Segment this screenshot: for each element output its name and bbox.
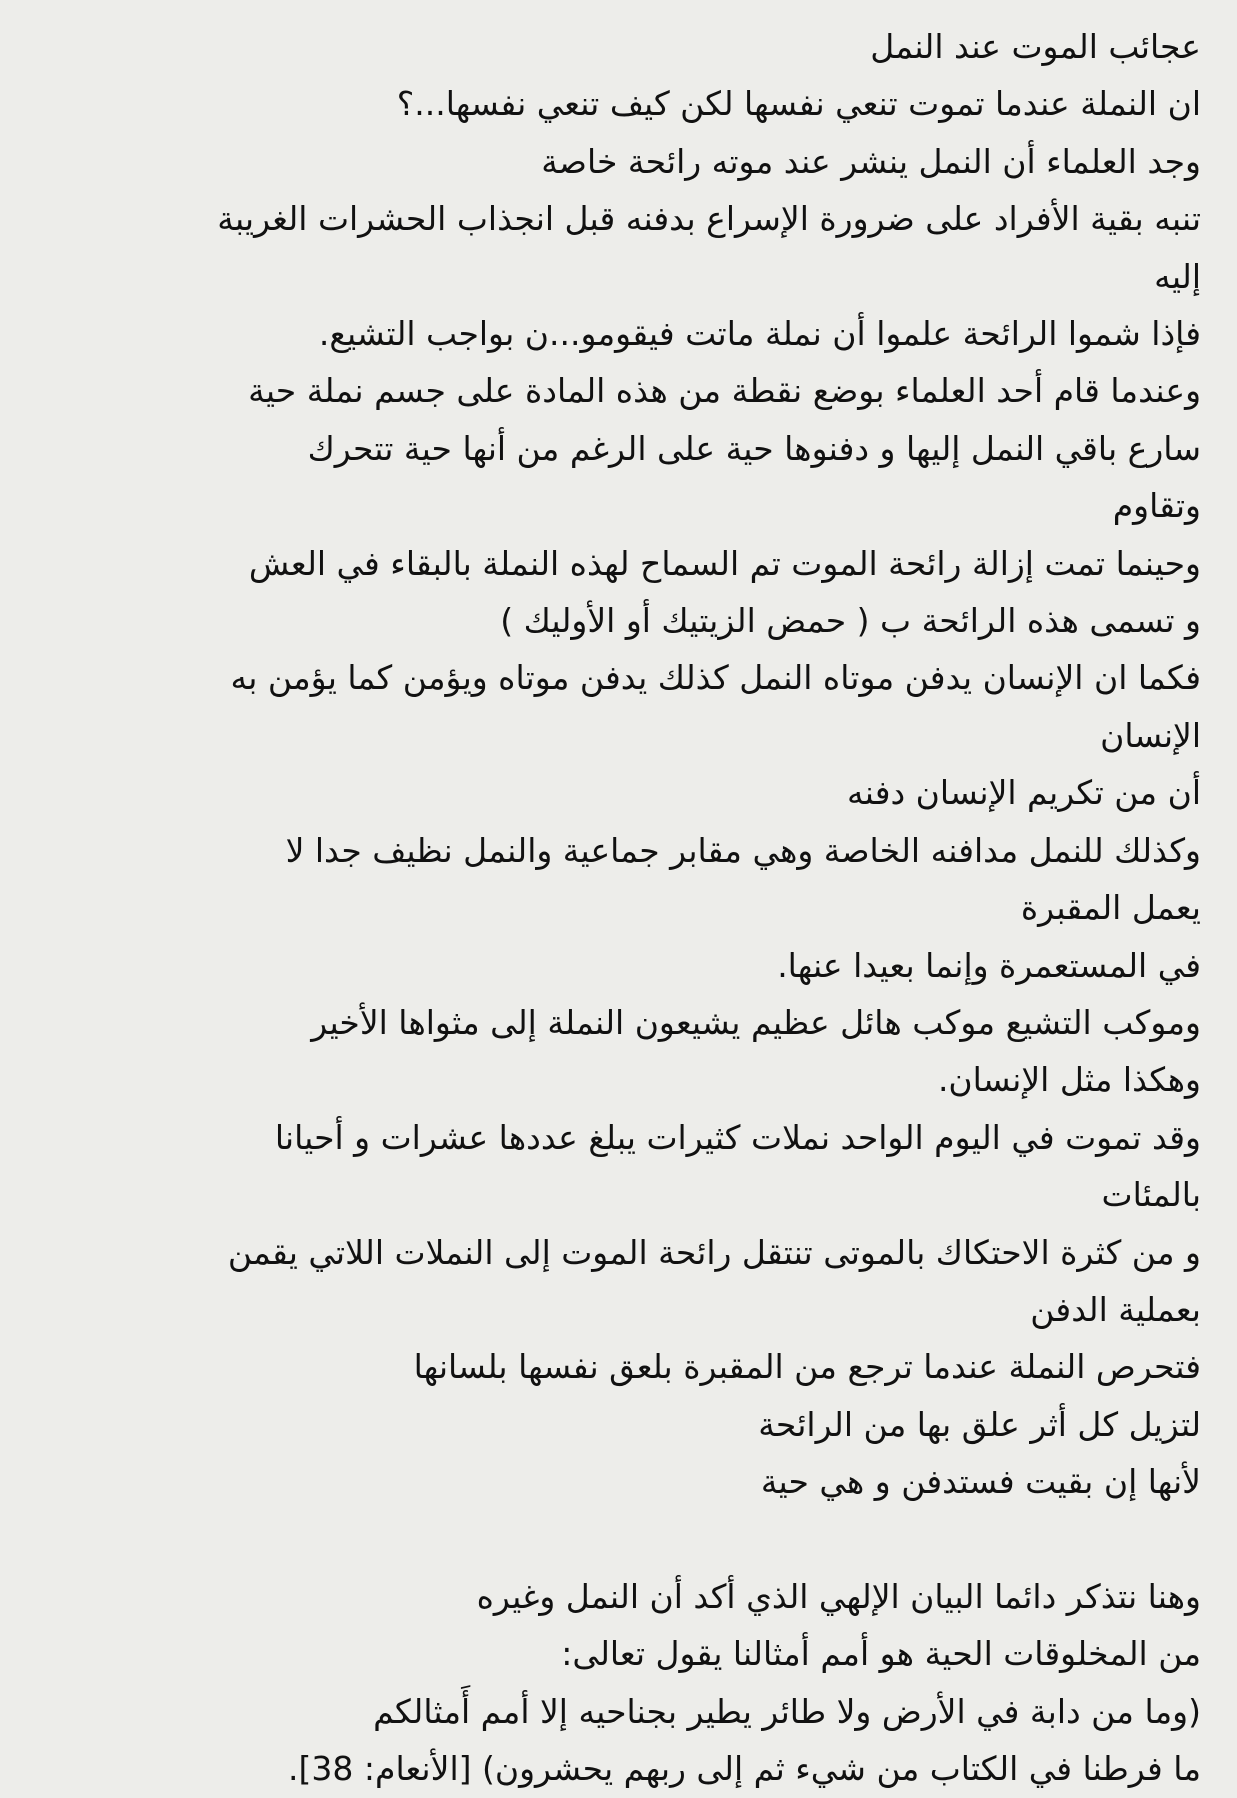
text-line: ان النملة عندما تموت تنعي نفسها لكن كيف تنعي نفسها...؟ <box>396 84 1201 124</box>
text-line: وموكب التشيع موكب هائل عظيم يشيعون النملة إلى مثواها الأخير <box>311 1002 1201 1042</box>
text-line: بالمئات <box>1101 1175 1201 1215</box>
text-line: و تسمى هذه الرائحة ب ( حمض الزيتيك أو الأوليك ) <box>500 601 1201 641</box>
quote-line: ما فرطنا في الكتاب من شيء ثم إلى ربهم يحشرون) [الأنعام: 38]. <box>288 1749 1201 1789</box>
quote-line: (وما من دابة في الأرض ولا طائر يطير بجناحيه إلا أمم أَمثالكم <box>373 1691 1201 1731</box>
text-line: من المخلوقات الحية هو أمم أمثالنا يقول تعالى: <box>561 1634 1201 1674</box>
text-line: وكذلك للنمل مدافنه الخاصة وهي مقابر جماعية والنمل نظيف جدا لا <box>285 830 1201 870</box>
text-line: و من كثرة الاحتكاك بالموتى تنتقل رائحة الموت إلى النملات اللاتي يقمن <box>227 1232 1201 1272</box>
text-line: وهكذا مثل الإنسان. <box>937 1060 1201 1100</box>
text-line: سارع باقي النمل إليها و دفنوها حية على الرغم من أنها حية تتحرك <box>307 428 1201 468</box>
blank-line <box>20 1511 1201 1568</box>
text-line: لأنها إن بقيت فستدفن و هي حية <box>760 1462 1201 1502</box>
text-line: الإنسان <box>1100 715 1201 755</box>
text-line: فكما ان الإنسان يدفن موتاه النمل كذلك يدفن موتاه ويؤمن كما يؤمن به <box>230 658 1201 698</box>
text-line: وحينما تمت إزالة رائحة الموت تم السماح لهذه النملة بالبقاء في العش <box>248 543 1201 583</box>
text-line: يعمل المقبرة <box>1020 888 1201 928</box>
text-line: في المستعمرة وإنما بعيدا عنها. <box>777 945 1201 985</box>
text-line: إليه <box>1154 256 1201 296</box>
message-body <box>20 18 1201 1798</box>
text-line: وعندما قام أحد العلماء بوضع نقطة من هذه المادة على جسم نملة حية <box>248 371 1201 411</box>
text-line: لتزيل كل أثر علق بها من الرائحة <box>758 1404 1201 1444</box>
text-line: أن من تكريم الإنسان دفنه <box>847 773 1201 813</box>
text-line: تنبه بقية الأفراد على ضرورة الإسراع بدفنه قبل انجذاب الحشرات الغريبة <box>217 199 1201 239</box>
text-line: فإذا شموا الرائحة علموا أن نملة ماتت فيقومو...ن بواجب التشيع. <box>318 314 1201 354</box>
text-line: بعملية الدفن <box>1030 1289 1201 1329</box>
text-line: فتحرص النملة عندما ترجع من المقبرة بلعق نفسها بلسانها <box>413 1347 1201 1387</box>
text-line: وتقاوم <box>1112 486 1201 526</box>
text-line: وقد تموت في اليوم الواحد نملات كثيرات يبلغ عددها عشرات و أحيانا <box>274 1117 1201 1157</box>
text-line: وجد العلماء أن النمل ينشر عند موته رائحة خاصة <box>541 141 1201 181</box>
message-title: عجائب الموت عند النمل <box>870 27 1201 66</box>
text-line: وهنا نتذكر دائما البيان الإلهي الذي أكد أن النمل وغيره <box>476 1576 1201 1616</box>
